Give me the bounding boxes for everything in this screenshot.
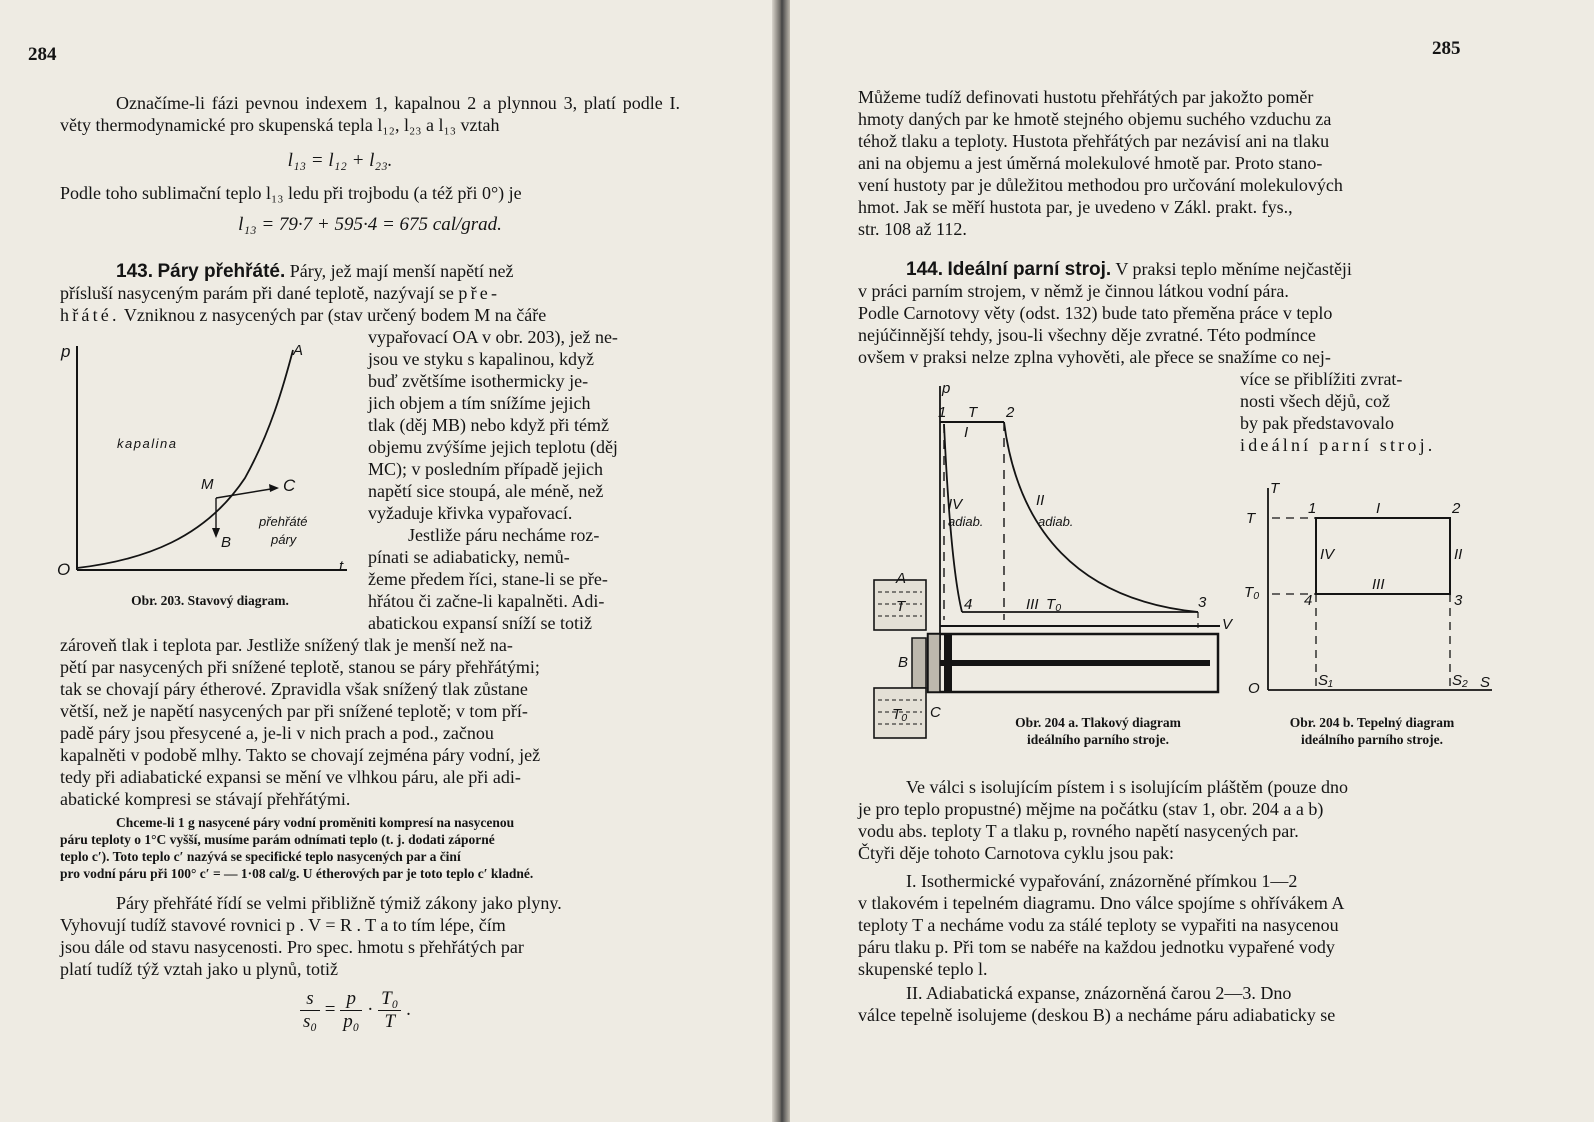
text-line: teploty T a necháme vodu za stálé teploty se vypařiti na nasycenou [858, 915, 1339, 935]
text-line: tak se chovají páry étherové. Zpravidla však snížený tlak zůstane [60, 679, 528, 699]
text-block [858, 982, 1476, 1026]
text-line: hmot. Jak se měří hustota par, je uvedeno v Zákl. prakt. fys., [858, 197, 1293, 217]
text-block [60, 634, 680, 810]
text-block [858, 280, 1476, 368]
figure-caption [1252, 714, 1492, 748]
text-line: tlak (děj MB) nebo když při témž [368, 415, 609, 435]
point-label-4: 4 [1304, 592, 1313, 609]
text-span: přísluší nasyceným parám při dané teplotě, nazývají se [60, 283, 454, 303]
text-line: kapalněti v podobě mlhy. Takto se chovají zejména páry vodní, jež [60, 745, 541, 765]
text-line: hmoty daných par ke hmotě stejného objemu suchého vzduchu za [858, 109, 1332, 129]
region-label-liquid: kapalina [117, 436, 178, 451]
heater-label-a: A [896, 570, 907, 587]
text-block [858, 776, 1476, 864]
text-line: páru teploty o 1°C vyšší, musíme parám odnímati teplo (t. j. dodati záporné [60, 832, 495, 847]
point-label-1: 1 [938, 404, 947, 421]
text-line: vypařovací OA v obr. 203), jež ne- [368, 327, 618, 347]
region-label-vapours: páry [271, 532, 297, 547]
text-line: Ve válci s isolujícím pístem i s isolujícím pláštěm (pouze dno [906, 777, 1348, 797]
text-line: téhož tlaku a teploty. Hustota přehřátých par nezávisí ani na tlaku [858, 131, 1330, 151]
text-line: abatickou expansí sníží se totiž [368, 613, 592, 633]
multiply-dot: · [367, 998, 374, 1020]
origin-label: O [1248, 680, 1260, 697]
numerator: s [300, 988, 320, 1011]
text-line: by pak představovalo [1240, 413, 1394, 433]
axis-label-v: V [1222, 616, 1233, 633]
text-line: pro vodní páru při 100° c′ = — 1·08 cal/g. U étherových par je toto teplo c′ kladné. [60, 866, 534, 881]
point-label-a: A [293, 342, 304, 359]
section-heading-line [858, 258, 1476, 281]
text-line: I. Isothermické vypařování, znázorněné přímkou 1—2 [906, 871, 1298, 891]
text-line: V praksi teplo měníme nejčastěji [1115, 259, 1352, 279]
text-line: Podle Carnotovy věty (odst. 132) bude tato přeměna práce v teplo [858, 303, 1333, 323]
process-label-iv: IV [948, 496, 963, 513]
point-label-c: C [283, 476, 296, 495]
entropy-label-s2: S₂ [1452, 672, 1468, 689]
axis-label-p: p [61, 342, 71, 361]
origin-label: O [57, 560, 71, 579]
text-line: pínati se adiabaticky, nemů- [368, 547, 570, 567]
point-label-3: 3 [1198, 594, 1207, 611]
fraction [340, 988, 362, 1033]
figure-caption [958, 714, 1238, 748]
text-line: Jestliže páru necháme roz- [408, 525, 600, 545]
spaced-text: pře- [458, 283, 501, 303]
text-line: jich objem a tím snížíme jejich [368, 393, 591, 413]
text-line: buď zvětšíme isothermicky je- [368, 371, 589, 391]
text-line: jsou ve styku s kapalinou, když [368, 349, 594, 369]
text-line: ovšem v praksi nelze zplna vyhověti, ale přece se snažíme co nej- [858, 347, 1331, 367]
process-label-ii: II [1454, 546, 1463, 563]
left-page [0, 0, 772, 1122]
wrapped-text-block [368, 326, 680, 634]
right-page [790, 0, 1594, 1122]
entropy-label-s1: S₁ [1318, 672, 1333, 689]
text-line: str. 108 až 112. [858, 219, 967, 239]
cooler-label-c: C [930, 704, 941, 721]
text-line: teplo c′). Toto teplo c′ nazývá se specifické teplo nasycených par a činí [60, 849, 461, 864]
caption-line: ideálního parního stroje. [1301, 732, 1443, 747]
text-line: nosti všech dějů, což [1240, 391, 1390, 411]
text-line: žeme předem říci, stane-li se pře- [368, 569, 608, 589]
text-line: Čtyři děje tohoto Carnotova cyklu jsou pak: [858, 843, 1174, 863]
denominator: p₀ [343, 1011, 360, 1032]
axis-label-t: T [1270, 480, 1280, 497]
point-label-2: 2 [1006, 404, 1015, 421]
text-line: platí tudíž týž vztah jako u plynů, totiž [60, 959, 338, 979]
section-title: Ideální parní stroj. [947, 259, 1112, 280]
text-line: abatické kompresi se stávají přehřátými. [60, 789, 351, 809]
point-label-2: 2 [1452, 500, 1461, 517]
page-number: 284 [28, 44, 57, 65]
text-line: Páry, jež mají menší napětí než [289, 261, 514, 281]
cooler-temperature: T₀ [892, 706, 908, 723]
text-line: Chceme-li 1 g nasycené páry vodní proměniti kompresí na nasycenou [116, 815, 515, 830]
level-label-t: T [1246, 510, 1256, 527]
text-line [60, 282, 680, 304]
paragraph: Označíme-li fázi pevnou indexem 1, kapalnou 2 a plynnou 3, platí podle I. věty thermodynamické pro skupenská tepla l₁₂, l₂₃ a l₁₃ vztah [60, 93, 680, 135]
page-number: 285 [1432, 38, 1461, 59]
text-line: páru tlaku p. Při tom se nabéře na každou jednotku vypařené vody [858, 937, 1335, 957]
fraction-equation [300, 988, 411, 1033]
equation: l₁₃ = 79·7 + 595·4 = 675 cal/grad. [238, 214, 502, 235]
text-line: jsou dále od stavu nasycenosti. Pro spec. hmotu s přehřátých par [60, 937, 524, 957]
text-line: pětí par nasycených při snížené teplotě, stanou se páry přehřátými; [60, 657, 540, 677]
plate-label-b: B [898, 654, 909, 671]
text-block [858, 870, 1476, 980]
text-line: vyžaduje křivka vypařovací. [368, 503, 573, 523]
text-line: ideální parní stroj. [1240, 435, 1436, 455]
process-label-iii: III [1372, 576, 1385, 593]
process-label-iv: IV [1320, 546, 1335, 563]
section-heading-line [60, 260, 680, 283]
numerator: T₀ [378, 988, 401, 1011]
text-block [60, 892, 680, 980]
region-label-superheated: přehřáté [259, 514, 308, 529]
text-line: tedy při adiabatické expansi se mění ve vlhkou páru, ale při adi- [60, 767, 521, 787]
denominator: T [384, 1011, 396, 1032]
text-line: větší, než je napětí nasycených par při snížené teplotě; v tom pří- [60, 701, 528, 721]
text-block [858, 86, 1476, 240]
text-line: v tlakovém i tepelném diagramu. Dno válce spojíme s ohřívákem A [858, 893, 1345, 913]
caption-line: Obr. 204 b. Tepelný diagram [1289, 715, 1455, 730]
text-line: je pro teplo propustné) mějme na počátku (stav 1, obr. 204 a a b) [858, 799, 1324, 819]
axis-label-t: t [339, 558, 344, 575]
caption-line: Obr. 204 a. Tlakový diagram [1015, 715, 1181, 730]
text-line: padě páry jsou přesycené a, je-li v nich prach a pod., začnou [60, 723, 494, 743]
adiabat-label-left: adiab. [948, 514, 984, 529]
text-line: napětí sice stoupá, ale méně, než [368, 481, 604, 501]
equation: l₁₃ = l₁₂ + l₂₃. [287, 150, 393, 171]
text-line: Můžeme tudíž definovati hustotu přehřátých par jakožto poměr [858, 87, 1314, 107]
point-label-3: 3 [1454, 592, 1463, 609]
figure-heat-diagram [1242, 480, 1492, 697]
point-label-b: B [221, 534, 232, 551]
period: . [406, 998, 411, 1020]
text-span: Vzniknou z nasycených par (stav určený bodem M na čáře [123, 305, 547, 325]
text-line: zároveň tlak i teplota par. Jestliže snížený tlak je menší než na- [60, 635, 513, 655]
text-line: vodu abs. teploty T a tlaku p, rovného napětí nasycených par. [858, 821, 1299, 841]
text-line: Páry přehřáté řídí se velmi přibližně týmiž zákony jako plyny. [116, 893, 562, 913]
figure-state-diagram [55, 338, 355, 618]
caption-line: ideálního parního stroje. [1027, 732, 1169, 747]
text-line: hřátou či začne-li kapalněti. Adi- [368, 591, 605, 611]
book-gutter [772, 0, 790, 1122]
process-label-iii: III [1026, 596, 1039, 613]
level-label-t0: T₀ [1244, 584, 1260, 601]
denominator: s₀ [303, 1011, 317, 1032]
wrapped-text-block [1240, 368, 1476, 456]
text-line: objemu zvýšíme jejich teplotu (děj [368, 437, 618, 457]
figure-pressure-diagram [868, 380, 1248, 760]
figure-caption: Obr. 203. Stavový diagram. [131, 593, 289, 608]
pressure-diagram-svg [868, 380, 1248, 760]
axis-label-s: S [1480, 674, 1491, 691]
numerator: p [340, 988, 362, 1011]
section-number: 143. [116, 261, 153, 282]
label-temperature-t0: T₀ [1046, 596, 1062, 613]
process-label-ii: II [1036, 492, 1045, 509]
fraction [300, 988, 320, 1033]
heater-temperature: T [896, 598, 906, 615]
equals-sign: = [324, 998, 336, 1020]
point-label-m: M [201, 476, 214, 493]
paragraph: Podle toho sublimační teplo l₁₃ ledu při trojbodu (a též při 0°) je [60, 183, 522, 203]
point-label-4: 4 [964, 596, 973, 613]
section-title: Páry přehřáté. [157, 261, 286, 282]
process-label-i: I [964, 424, 969, 441]
text-line: nejúčinnější tehdy, jsou-li všechny děje zvratné. Této podmínce [858, 325, 1316, 345]
section-number: 144. [906, 259, 943, 280]
label-temperature-t: T [968, 404, 978, 421]
axis-label-p: p [942, 380, 951, 397]
small-print-block [60, 814, 680, 882]
point-label-1: 1 [1308, 500, 1317, 517]
text-line [60, 304, 680, 326]
spaced-text: hřáté. [60, 305, 120, 325]
text-line: MC); v posledním případě jejich [368, 459, 603, 479]
adiabat-label-right: adiab. [1038, 514, 1074, 529]
text-line: skupenské teplo l. [858, 959, 988, 979]
process-label-i: I [1376, 500, 1381, 517]
text-line: Vyhovují tudíž stavové rovnici p . V = R . T a to tím lépe, čím [60, 915, 506, 935]
text-line: ani na objemu a jest úměrná molekulové hmotě par. Proto stano- [858, 153, 1323, 173]
text-line: více se přiblížiti zvrat- [1240, 369, 1403, 389]
text-line: II. Adiabatická expanse, znázorněná čarou 2—3. Dno [906, 983, 1292, 1003]
text-line: v práci parním strojem, v němž je činnou látkou vodní pára. [858, 281, 1289, 301]
fraction [378, 988, 401, 1033]
text-line: válce tepelně isolujeme (deskou B) a necháme páru adiabaticky se [858, 1005, 1336, 1025]
text-line: vení hustoty par je důležitou methodou pro určování molekulových [858, 175, 1343, 195]
